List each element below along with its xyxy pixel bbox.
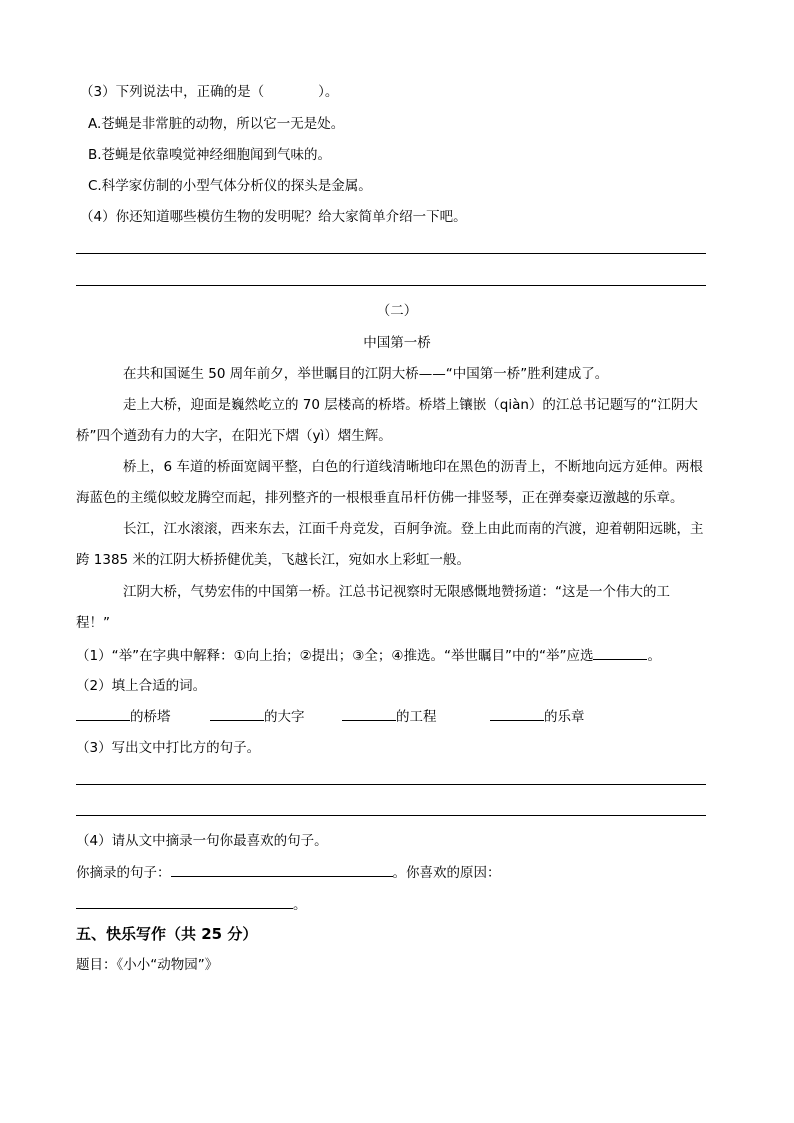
excerpt-row <box>76 862 501 883</box>
paragraph-5-line-1: 江阴大桥，气势宏伟的中国第一桥。江总书记视察时无限感慨地赞扬道：“这是一个伟大的工 <box>123 584 670 600</box>
answer-blank[interactable] <box>76 706 130 721</box>
reason-row <box>76 894 307 915</box>
answer-blank[interactable] <box>490 706 544 721</box>
paragraph-5-line-2: 程！” <box>76 615 110 631</box>
paragraph-3-line-1: 桥上，6 车道的桥面宽阔平整，白色的行道线清晰地印在黑色的沥青上，不断地向远方延伸。两根 <box>123 459 703 475</box>
writing-topic: 题目：《小小“动物园”》 <box>76 957 219 973</box>
fill-label: 的大字 <box>264 709 305 725</box>
fill-label: 的乐章 <box>544 709 585 725</box>
passage-title: 中国第一桥 <box>363 335 431 351</box>
question-1-text: （1）“举”在字典中解释：①向上抬；②提出；③全；④推选。“举世瞩目”中的“举”应选 <box>76 648 594 664</box>
answer-line[interactable] <box>76 815 706 816</box>
section-number: （二） <box>376 303 418 319</box>
question-1 <box>76 645 661 666</box>
option-a: A.苍蝇是非常脏的动物，所以它一无是处。 <box>88 116 345 132</box>
reason-blank[interactable] <box>76 894 293 909</box>
question-2: （2）填上合适的词。 <box>76 678 207 694</box>
paragraph-4-line-1: 长江，江水滚滚，西来东去，江面千舟竞发，百舸争流。登上由此而南的汽渡，迎着朝阳远眺，主 <box>123 521 704 537</box>
paragraph-1: 在共和国诞生 50 周年前夕，举世瞩目的江阴大桥——“中国第一桥”胜利建成了。 <box>123 366 609 382</box>
fill-item-4 <box>490 706 585 727</box>
option-c: C.科学家仿制的小型气体分析仪的探头是金属。 <box>88 178 372 194</box>
question-4: （4）请从文中摘录一句你最喜欢的句子。 <box>76 833 328 849</box>
answer-blank[interactable] <box>342 706 396 721</box>
answer-blank[interactable] <box>593 645 647 660</box>
option-b: B.苍蝇是依靠嗅觉神经细胞闻到气味的。 <box>88 147 332 163</box>
question-3: （3）下列说法中，正确的是（ ）。 <box>80 84 339 100</box>
answer-line[interactable] <box>76 253 706 254</box>
answer-line[interactable] <box>76 285 706 286</box>
period: 。 <box>293 897 307 913</box>
fill-item-1 <box>76 706 171 727</box>
fill-label: 的工程 <box>396 709 437 725</box>
answer-blank[interactable] <box>210 706 264 721</box>
paragraph-4-line-2: 跨 1385 米的江阴大桥挢健优美，飞越长江，宛如水上彩虹一般。 <box>76 552 470 568</box>
excerpt-label: 你摘录的句子： <box>76 865 171 881</box>
question-4: （4）你还知道哪些模仿生物的发明呢？给大家简单介绍一下吧。 <box>80 209 467 225</box>
paragraph-3-line-2: 海蓝色的主缆似蛟龙腾空而起，排列整齐的一根根垂直吊杆仿佛一排竖琴，正在弹奏豪迈激越的乐章。 <box>76 490 684 506</box>
excerpt-blank[interactable] <box>171 862 393 877</box>
fill-item-2 <box>210 706 305 727</box>
paragraph-2-line-2: 桥”四个遒劲有力的大字，在阳光下熠（yì）熠生辉。 <box>76 428 392 444</box>
section-heading: 五、快乐写作（共 25 分） <box>76 925 258 943</box>
fill-label: 的桥塔 <box>130 709 171 725</box>
paragraph-2-line-1: 走上大桥，迎面是巍然屹立的 70 层楼高的桥塔。桥塔上镶嵌（qiàn）的江总书记题写的“江阴大 <box>123 397 698 413</box>
reason-label: 。你喜欢的原因： <box>392 865 501 881</box>
answer-line[interactable] <box>76 784 706 785</box>
period: 。 <box>647 648 661 664</box>
question-3: （3）写出文中打比方的句子。 <box>76 740 261 756</box>
fill-item-3 <box>342 706 437 727</box>
